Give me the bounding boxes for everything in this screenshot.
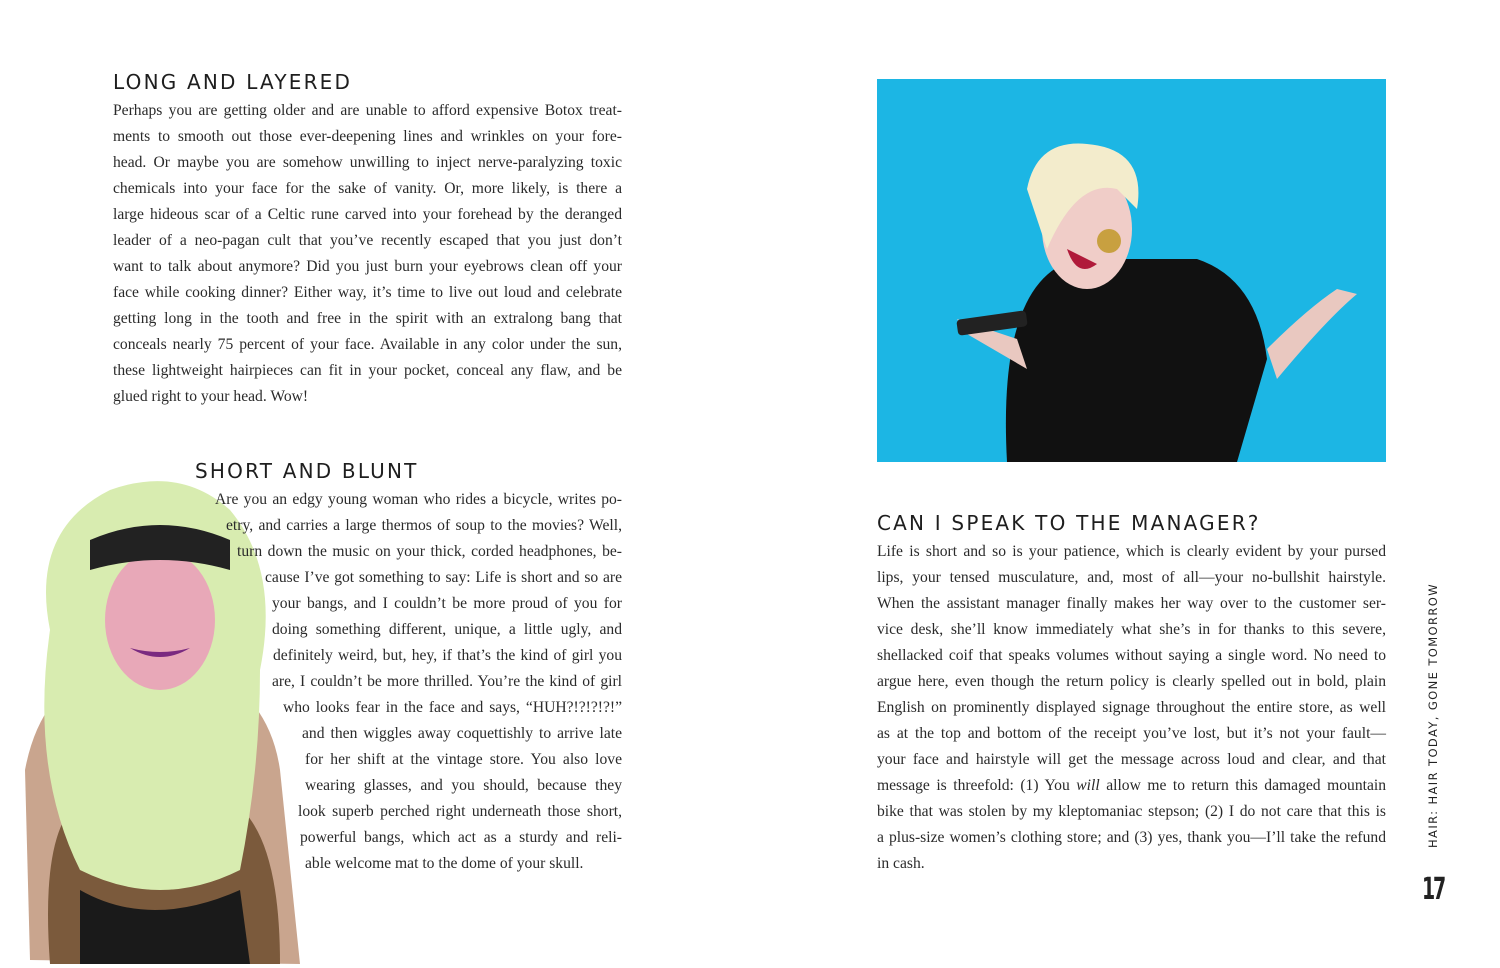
text-line: face while cooking dinner? Either way, it’s time to live out loud and celebrate (113, 284, 622, 301)
text-line: able welcome mat to the dome of your skull. (305, 855, 584, 872)
text-line: powerful bangs, which act as a sturdy and reli- (300, 829, 622, 846)
text-line: in cash. (877, 855, 925, 872)
text-line: chemicals into your face for the sake of vanity. Or, more likely, is there a (113, 180, 622, 197)
heading-short-and-blunt: SHORT AND BLUNT (195, 459, 419, 483)
text-line: your face and hairstyle will get the message across loud and clear, and that (877, 751, 1386, 768)
text-line: Life is short and so is your patience, which is clearly evident by your pursed (877, 543, 1386, 560)
text-line: large hideous scar of a Celtic rune carved into your forehead by the deranged (113, 206, 622, 223)
text-line: glued right to your head. Wow! (113, 388, 309, 405)
text-line: are, I couldn’t be more thrilled. You’re the kind of girl (272, 673, 622, 690)
text-line: etry, and carries a large thermos of soup to the movies? Well, (226, 517, 622, 534)
text-line: who looks fear in the face and says, “HUH?!?!?!?!” (283, 699, 622, 716)
text-line: want to talk about anymore? Did you just burn your eyebrows clean off your (113, 258, 622, 275)
text-line: leader of a neo-pagan cult that you’ve recently escaped that you just don’t (113, 232, 622, 249)
text-line: these lightweight hairpieces can fit in your pocket, conceal any flaw, and be (113, 362, 622, 379)
page-number: 17 (1422, 872, 1445, 907)
text-line: doing something different, unique, a little ugly, and (272, 621, 622, 638)
text-line: vice desk, she’ll know immediately what she’s in for thanks to this severe, (877, 621, 1386, 638)
text-line: turn down the music on your thick, corded headphones, be- (237, 543, 622, 560)
text-line: as at the top and bottom of the receipt you’ve lost, but it’s not your fault— (877, 725, 1386, 742)
text-line: conceals nearly 75 percent of your face. Available in any color under the sun, (113, 336, 622, 353)
paragraph-short-and-blunt (0, 487, 622, 877)
text-line: Are you an edgy young woman who rides a bicycle, writes po- (215, 491, 622, 508)
heading-long-and-layered: LONG AND LAYERED (113, 70, 353, 94)
paragraph-long-and-layered (113, 98, 622, 410)
text-line: When the assistant manager finally makes her way over to the customer ser- (877, 595, 1386, 612)
text-line: getting long in the tooth and free in the spirit with an extralong bang that (113, 310, 622, 327)
text-line: look superb perched right underneath those short, (298, 803, 622, 820)
text-line: definitely weird, but, hey, if that’s the kind of girl you (273, 647, 622, 664)
paragraph-can-i-speak-to-the-manager (877, 539, 1386, 877)
photo-blonde-person-phone (877, 79, 1386, 462)
text-line: ments to smooth out those ever-deepening lines and wrinkles on your fore- (113, 128, 622, 145)
text-line: wearing glasses, and you should, because they (305, 777, 622, 794)
text-line: message is threefold: (1) You will allow me to return this damaged mountain (877, 777, 1386, 794)
text-line: your bangs, and I couldn’t be more proud of you for (272, 595, 622, 612)
text-line: lips, your tensed musculature, and, most of all—your no-bullshit hairstyle. (877, 569, 1386, 586)
text-line: a plus-size women’s clothing store; and (3) yes, thank you—I’ll take the refund (877, 829, 1386, 846)
text-line: for her shift at the vintage store. You also love (305, 751, 622, 768)
running-head: HAIR: HAIR TODAY, GONE TOMORROW (1426, 582, 1440, 848)
text-line: shellacked coif that speaks volumes without saying a single word. No need to (877, 647, 1386, 664)
text-line: bike that was stolen by my kleptomaniac stepson; (2) I do not care that this is (877, 803, 1386, 820)
text-line: Perhaps you are getting older and are unable to afford expensive Botox treat- (113, 102, 622, 119)
text-line: and then wiggles away coquettishly to arrive late (302, 725, 622, 742)
heading-can-i-speak-to-the-manager: CAN I SPEAK TO THE MANAGER? (877, 511, 1261, 535)
text-line: head. Or maybe you are somehow unwilling to inject nerve-paralyzing toxic (113, 154, 622, 171)
text-line: cause I’ve got something to say: Life is short and so are (265, 569, 622, 586)
text-line: English on prominently displayed signage throughout the entire store, as well (877, 699, 1386, 716)
text-line: argue here, even though the return policy is clearly spelled out in bold, plain (877, 673, 1386, 690)
